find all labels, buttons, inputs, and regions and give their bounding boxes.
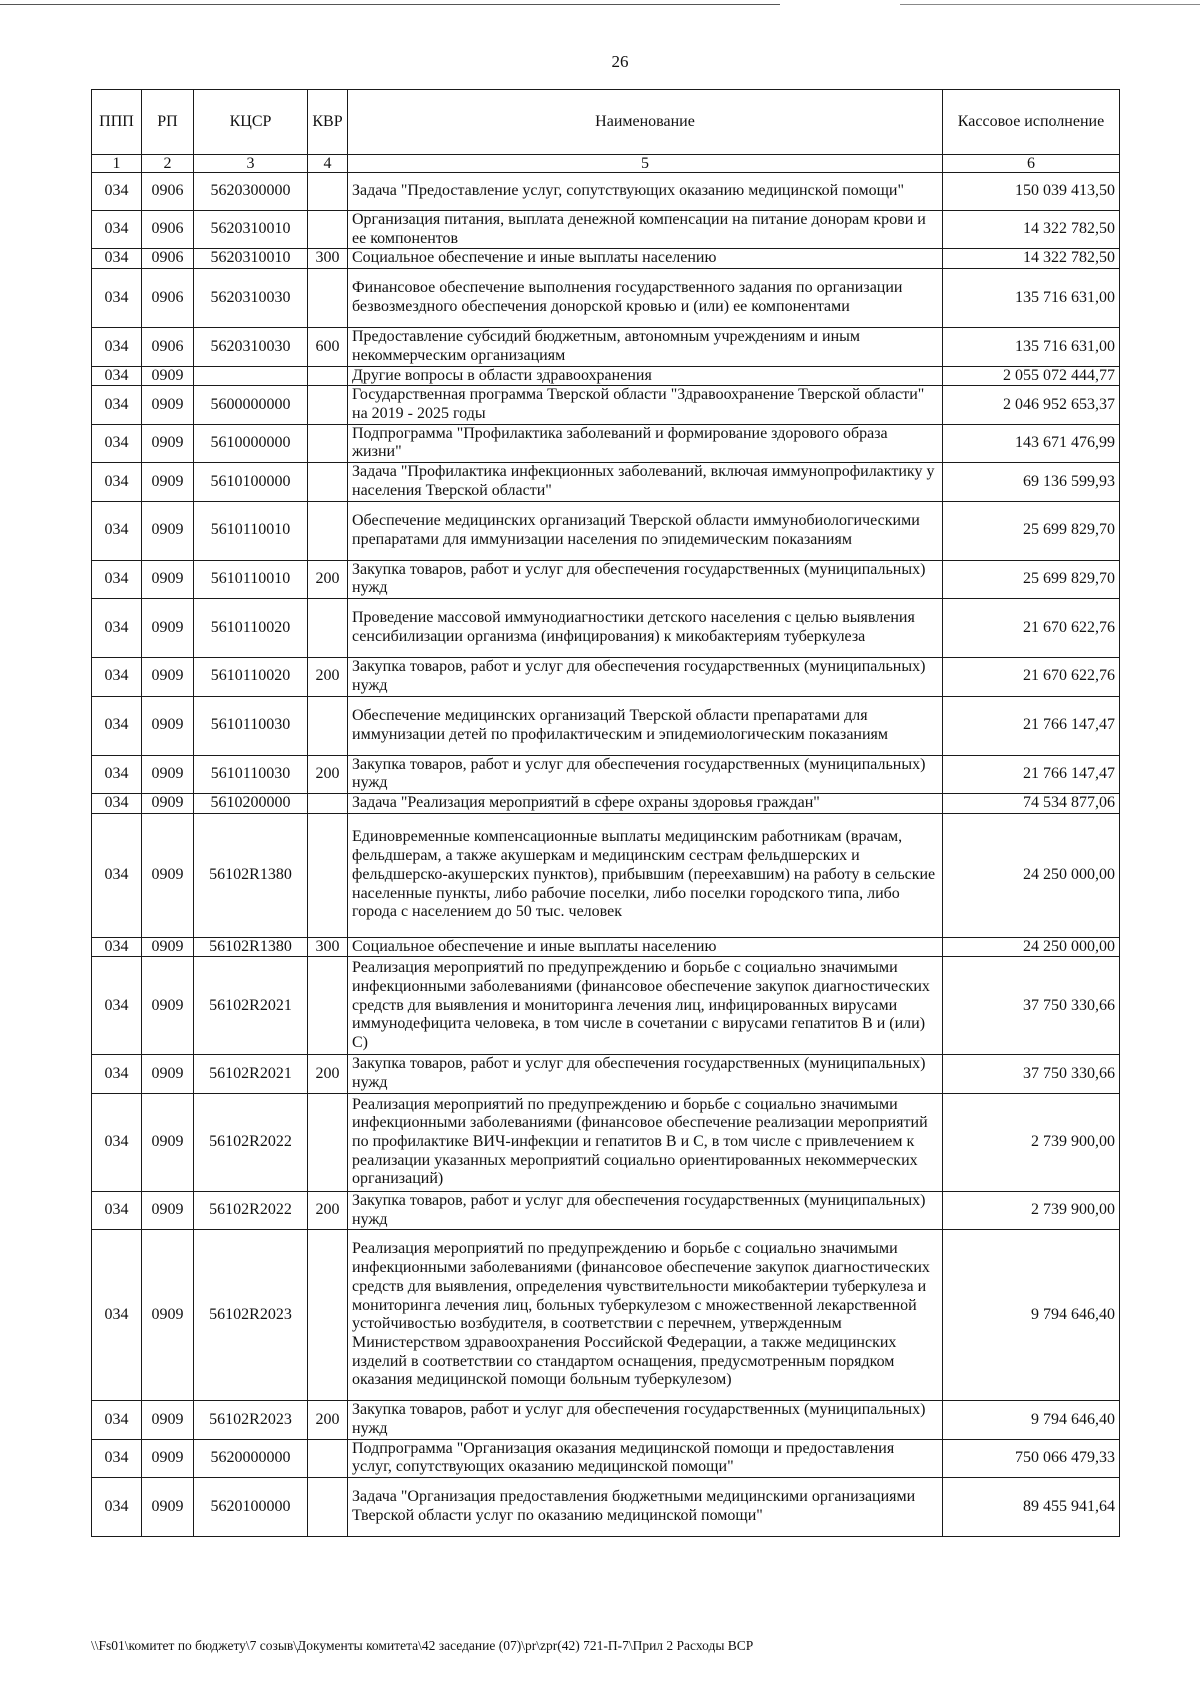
rp-cell: 0909 (142, 937, 194, 957)
amount-cell: 150 039 413,50 (943, 173, 1120, 211)
table-row (92, 1191, 1120, 1229)
amount-cell: 14 322 782,50 (943, 211, 1120, 249)
name-cell: Проведение массовой иммунодиагностики детского населения с целью выявления сенсибилизации организма (инфицирования) к микобактериям туберкулеза (348, 599, 943, 658)
name-cell: Социальное обеспечение и иные выплаты населению (348, 937, 943, 957)
rp-cell: 0909 (142, 560, 194, 598)
ppp-cell: 034 (92, 937, 142, 957)
header-ppp: ППП (92, 90, 142, 155)
name-cell: Государственная программа Тверской области "Здравоохранение Тверской области" на 2019 - 2025 годы (348, 386, 943, 424)
table-row (92, 463, 1120, 501)
kvr-cell (308, 366, 348, 386)
kvr-cell: 300 (308, 937, 348, 957)
kvr-cell (308, 211, 348, 249)
kcsr-cell: 5620300000 (194, 173, 308, 211)
kvr-cell: 600 (308, 328, 348, 366)
amount-cell: 21 766 147,47 (943, 696, 1120, 755)
kvr-cell (308, 1478, 348, 1537)
kcsr-cell (194, 366, 308, 386)
ppp-cell: 034 (92, 1478, 142, 1537)
ppp-cell: 034 (92, 560, 142, 598)
table-row (92, 1401, 1120, 1439)
kvr-cell: 200 (308, 1055, 348, 1093)
rp-cell: 0906 (142, 173, 194, 211)
kvr-cell: 200 (308, 658, 348, 696)
amount-cell: 9 794 646,40 (943, 1230, 1120, 1401)
name-cell: Обеспечение медицинских организаций Тверской области иммунобиологическими препаратами для иммунизации населения по эпидемическим показаниям (348, 501, 943, 560)
rp-cell: 0909 (142, 599, 194, 658)
kcsr-cell: 5620310030 (194, 328, 308, 366)
ppp-cell: 034 (92, 249, 142, 269)
kvr-cell (308, 386, 348, 424)
kvr-cell: 300 (308, 249, 348, 269)
header-kvr: КВР (308, 90, 348, 155)
amount-cell: 24 250 000,00 (943, 937, 1120, 957)
amount-cell: 69 136 599,93 (943, 463, 1120, 501)
kcsr-cell: 56102R2023 (194, 1401, 308, 1439)
name-cell: Задача "Профилактика инфекционных заболеваний, включая иммунопрофилактику у населения Тверской области" (348, 463, 943, 501)
table-row (92, 696, 1120, 755)
ppp-cell: 034 (92, 813, 142, 937)
table-row (92, 1230, 1120, 1401)
ppp-cell: 034 (92, 211, 142, 249)
table-row (92, 211, 1120, 249)
amount-cell: 21 670 622,76 (943, 599, 1120, 658)
kcsr-cell: 56102R2023 (194, 1230, 308, 1401)
kvr-cell (308, 1093, 348, 1191)
name-cell: Другие вопросы в области здравоохранения (348, 366, 943, 386)
rp-cell: 0906 (142, 249, 194, 269)
ppp-cell: 034 (92, 1093, 142, 1191)
ppp-cell: 034 (92, 1230, 142, 1401)
kvr-cell (308, 1230, 348, 1401)
kcsr-cell: 5610100000 (194, 463, 308, 501)
amount-cell: 143 671 476,99 (943, 424, 1120, 462)
amount-cell: 37 750 330,66 (943, 1055, 1120, 1093)
ppp-cell: 034 (92, 696, 142, 755)
rp-cell: 0909 (142, 793, 194, 813)
amount-cell: 21 766 147,47 (943, 755, 1120, 793)
rp-cell: 0909 (142, 1055, 194, 1093)
table-row (92, 1093, 1120, 1191)
column-number: 2 (142, 155, 194, 173)
ppp-cell: 034 (92, 424, 142, 462)
kvr-cell (308, 793, 348, 813)
table-row (92, 560, 1120, 598)
expenditure-table (91, 89, 1120, 1537)
kvr-cell (308, 599, 348, 658)
rp-cell: 0909 (142, 957, 194, 1055)
rp-cell: 0909 (142, 1439, 194, 1477)
kcsr-cell: 56102R2021 (194, 957, 308, 1055)
amount-cell: 750 066 479,33 (943, 1439, 1120, 1477)
kcsr-cell: 5620000000 (194, 1439, 308, 1477)
header-name: Наименование (348, 90, 943, 155)
name-cell: Организация питания, выплата денежной компенсации на питание донорам крови и ее компонентов (348, 211, 943, 249)
ppp-cell: 034 (92, 328, 142, 366)
ppp-cell: 034 (92, 1191, 142, 1229)
rp-cell: 0909 (142, 1230, 194, 1401)
amount-cell: 2 055 072 444,77 (943, 366, 1120, 386)
table-row (92, 501, 1120, 560)
kcsr-cell: 5610000000 (194, 424, 308, 462)
column-number: 6 (943, 155, 1120, 173)
kcsr-cell: 5610110010 (194, 560, 308, 598)
file-path-footer: \\Fs01\комитет по бюджету\7 созыв\Документы комитета\42 заседание (07)\pr\zpr(42) 721-П-7\Прил 2 Расходы ВСР (91, 1638, 754, 1653)
kcsr-cell: 56102R1380 (194, 937, 308, 957)
ppp-cell: 034 (92, 793, 142, 813)
table-row (92, 755, 1120, 793)
name-cell: Закупка товаров, работ и услуг для обеспечения государственных (муниципальных) нужд (348, 755, 943, 793)
rp-cell: 0909 (142, 424, 194, 462)
table-row (92, 424, 1120, 462)
ppp-cell: 034 (92, 1401, 142, 1439)
kvr-cell (308, 501, 348, 560)
table-row (92, 1478, 1120, 1537)
kvr-cell: 200 (308, 560, 348, 598)
kcsr-cell: 5620100000 (194, 1478, 308, 1537)
kcsr-cell: 5620310030 (194, 269, 308, 328)
name-cell: Закупка товаров, работ и услуг для обеспечения государственных (муниципальных) нужд (348, 658, 943, 696)
rp-cell: 0906 (142, 269, 194, 328)
kcsr-cell: 5620310010 (194, 211, 308, 249)
amount-cell: 2 739 900,00 (943, 1191, 1120, 1229)
page-number: 26 (611, 52, 629, 71)
name-cell: Единовременные компенсационные выплаты медицинским работникам (врачам, фельдшерам, а также акушеркам и медицинским сестрам фельдшерских и фельдшерско-акушерских пунктов), прибывшим (переехавшим) на работу в сельские населенные пункты, либо рабочие поселки, либо поселки городского типа, либо города с населением до 50 тыс. человек (348, 813, 943, 937)
rp-cell: 0909 (142, 501, 194, 560)
kcsr-cell: 5610110020 (194, 599, 308, 658)
kcsr-cell: 5610110030 (194, 696, 308, 755)
table-row (92, 366, 1120, 386)
rp-cell: 0909 (142, 755, 194, 793)
name-cell: Закупка товаров, работ и услуг для обеспечения государственных (муниципальных) нужд (348, 1055, 943, 1093)
kcsr-cell: 5600000000 (194, 386, 308, 424)
header-amount: Кассовое исполнение (943, 90, 1120, 155)
name-cell: Задача "Реализация мероприятий в сфере охраны здоровья граждан" (348, 793, 943, 813)
kvr-cell (308, 957, 348, 1055)
column-number: 4 (308, 155, 348, 173)
amount-cell: 135 716 631,00 (943, 269, 1120, 328)
kvr-cell: 200 (308, 1401, 348, 1439)
column-number-row (92, 155, 1120, 173)
name-cell: Реализация мероприятий по предупреждению и борьбе с социально значимыми инфекционными заболеваниями (финансовое обеспечение закупок диагностических средств для выявления, определения чувствительности микобактерии туберкулеза и мониторинга лечения лиц, больных туберкулезом с множественной лекарственной устойчивостью возбудителя, в соответствии с перечнем, утвержденным Министерством здравоохранения Российской Федерации, а также медицинских изделий в соответствии со стандартом оснащения, предусмотренным порядком оказания медицинской помощи больным туберкулезом) (348, 1230, 943, 1401)
column-number: 3 (194, 155, 308, 173)
kvr-cell: 200 (308, 755, 348, 793)
amount-cell: 24 250 000,00 (943, 813, 1120, 937)
rp-cell: 0909 (142, 696, 194, 755)
name-cell: Подпрограмма "Профилактика заболеваний и формирование здорового образа жизни" (348, 424, 943, 462)
table-row (92, 173, 1120, 211)
amount-cell: 74 534 877,06 (943, 793, 1120, 813)
table-row (92, 599, 1120, 658)
table-row (92, 793, 1120, 813)
rp-cell: 0909 (142, 1401, 194, 1439)
rp-cell: 0909 (142, 658, 194, 696)
kvr-cell (308, 1439, 348, 1477)
name-cell: Реализация мероприятий по предупреждению и борьбе с социально значимыми инфекционными заболеваниями (финансовое обеспечение реализации мероприятий по профилактике ВИЧ-инфекции и гепатитов В и С, в том числе с привлечением к реализации указанных мероприятий социально ориентированных некоммерческих организаций) (348, 1093, 943, 1191)
kvr-cell (308, 463, 348, 501)
kcsr-cell: 5620310010 (194, 249, 308, 269)
ppp-cell: 034 (92, 1439, 142, 1477)
ppp-cell: 034 (92, 599, 142, 658)
amount-cell: 2 046 952 653,37 (943, 386, 1120, 424)
name-cell: Обеспечение медицинских организаций Тверской области препаратами для иммунизации детей по профилактическим и эпидемиологическим показаниям (348, 696, 943, 755)
ppp-cell: 034 (92, 658, 142, 696)
table-row (92, 658, 1120, 696)
rp-cell: 0909 (142, 1191, 194, 1229)
kcsr-cell: 5610200000 (194, 793, 308, 813)
kcsr-cell: 5610110010 (194, 501, 308, 560)
rp-cell: 0909 (142, 386, 194, 424)
name-cell: Предоставление субсидий бюджетным, автономным учреждениям и иным некоммерческим организациям (348, 328, 943, 366)
table-row (92, 328, 1120, 366)
scan-top-line (900, 4, 1200, 5)
column-number: 1 (92, 155, 142, 173)
amount-cell: 37 750 330,66 (943, 957, 1120, 1055)
name-cell: Закупка товаров, работ и услуг для обеспечения государственных (муниципальных) нужд (348, 1401, 943, 1439)
header-row (92, 90, 1120, 155)
ppp-cell: 034 (92, 173, 142, 211)
amount-cell: 89 455 941,64 (943, 1478, 1120, 1537)
kcsr-cell: 56102R2021 (194, 1055, 308, 1093)
kvr-cell (308, 173, 348, 211)
rp-cell: 0909 (142, 813, 194, 937)
kvr-cell (308, 424, 348, 462)
amount-cell: 2 739 900,00 (943, 1093, 1120, 1191)
amount-cell: 135 716 631,00 (943, 328, 1120, 366)
table-row (92, 957, 1120, 1055)
amount-cell: 9 794 646,40 (943, 1401, 1120, 1439)
ppp-cell: 034 (92, 501, 142, 560)
ppp-cell: 034 (92, 755, 142, 793)
header-rp: РП (142, 90, 194, 155)
name-cell: Реализация мероприятий по предупреждению и борьбе с социально значимыми инфекционными заболеваниями (финансовое обеспечение закупок диагностических средств для выявления и мониторинга лечения лиц, инфицированных вирусами иммунодефицита человека, в том числе в сочетании с вирусами гепатитов В и (или) С) (348, 957, 943, 1055)
kcsr-cell: 56102R1380 (194, 813, 308, 937)
rp-cell: 0909 (142, 463, 194, 501)
table-row (92, 249, 1120, 269)
name-cell: Закупка товаров, работ и услуг для обеспечения государственных (муниципальных) нужд (348, 1191, 943, 1229)
kcsr-cell: 5610110020 (194, 658, 308, 696)
kcsr-cell: 5610110030 (194, 755, 308, 793)
name-cell: Социальное обеспечение и иные выплаты населению (348, 249, 943, 269)
column-number: 5 (348, 155, 943, 173)
ppp-cell: 034 (92, 366, 142, 386)
kvr-cell: 200 (308, 1191, 348, 1229)
header-kcsr: КЦСР (194, 90, 308, 155)
name-cell: Закупка товаров, работ и услуг для обеспечения государственных (муниципальных) нужд (348, 560, 943, 598)
ppp-cell: 034 (92, 957, 142, 1055)
rp-cell: 0909 (142, 1478, 194, 1537)
kvr-cell (308, 696, 348, 755)
table-row (92, 269, 1120, 328)
table-row (92, 937, 1120, 957)
rp-cell: 0909 (142, 366, 194, 386)
amount-cell: 25 699 829,70 (943, 560, 1120, 598)
ppp-cell: 034 (92, 1055, 142, 1093)
kvr-cell (308, 269, 348, 328)
rp-cell: 0906 (142, 211, 194, 249)
kcsr-cell: 56102R2022 (194, 1093, 308, 1191)
ppp-cell: 034 (92, 269, 142, 328)
table-row (92, 1055, 1120, 1093)
rp-cell: 0906 (142, 328, 194, 366)
name-cell: Задача "Организация предоставления бюджетными медицинскими организациями Тверской области услуг по оказанию медицинской помощи" (348, 1478, 943, 1537)
ppp-cell: 034 (92, 463, 142, 501)
kvr-cell (308, 813, 348, 937)
amount-cell: 25 699 829,70 (943, 501, 1120, 560)
table-row (92, 1439, 1120, 1477)
amount-cell: 14 322 782,50 (943, 249, 1120, 269)
table-row (92, 386, 1120, 424)
name-cell: Подпрограмма "Организация оказания медицинской помощи и предоставления услуг, сопутствующих оказанию медицинской помощи" (348, 1439, 943, 1477)
rp-cell: 0909 (142, 1093, 194, 1191)
ppp-cell: 034 (92, 386, 142, 424)
scan-top-line (0, 4, 780, 5)
amount-cell: 21 670 622,76 (943, 658, 1120, 696)
kcsr-cell: 56102R2022 (194, 1191, 308, 1229)
name-cell: Задача "Предоставление услуг, сопутствующих оказанию медицинской помощи" (348, 173, 943, 211)
name-cell: Финансовое обеспечение выполнения государственного задания по организации безвозмездного обеспечения донорской кровью и (или) ее компонентами (348, 269, 943, 328)
table-row (92, 813, 1120, 937)
